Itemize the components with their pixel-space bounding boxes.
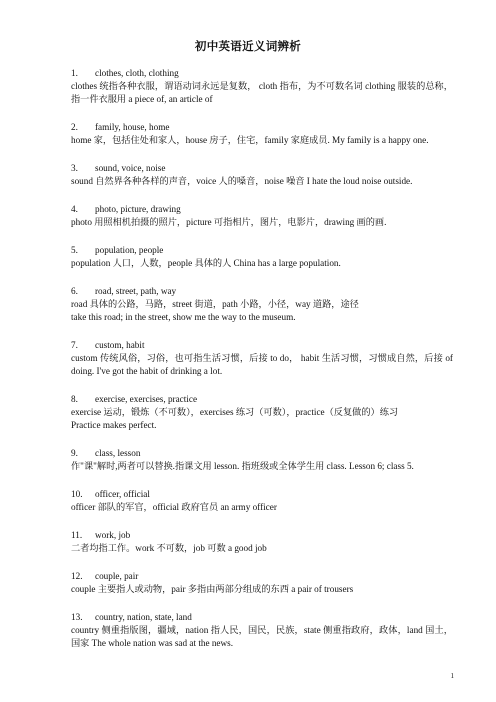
entry-words: photo, picture, drawing <box>95 204 181 215</box>
entry-words: work, job <box>95 530 131 541</box>
entry-number: 9. <box>71 447 78 458</box>
entry-explanation: take this road; in the street, show me the way to the museum. <box>71 311 296 322</box>
entry-explanation: road 具体的公路，马路，street 街道，path 小路，小径，way 道路，途径 <box>71 299 359 310</box>
entry-item <box>71 339 453 377</box>
entry-heading <box>71 244 453 257</box>
entry-heading <box>71 570 453 583</box>
entry-item <box>71 121 453 147</box>
entry-number: 3. <box>71 162 78 173</box>
entry-words: road, street, path, way <box>95 286 177 297</box>
entry-number: 10. <box>71 489 83 500</box>
entry-number: 2. <box>71 121 78 132</box>
entry-explanation: couple 主要指人或动物，pair 多指由两部分组成的东西 a pair of trousers <box>71 584 354 595</box>
entry-words: country, nation, state, land <box>95 612 192 623</box>
entry-number: 7. <box>71 340 78 351</box>
entry-number: 12. <box>71 571 83 582</box>
entry-explanation: exercise 运动，锻炼（不可数），exercises 练习（可数），practice（反复做的）练习 <box>71 406 399 417</box>
entry-explanation: population 人口，人数，people 具体的人 China has a large population. <box>71 257 341 268</box>
entry-number: 1. <box>71 68 78 78</box>
entry-words: officer, official <box>95 489 150 500</box>
entry-item <box>71 529 453 555</box>
entry-heading <box>71 529 453 542</box>
entry-words: class, lesson <box>95 447 141 458</box>
entry-item <box>71 393 453 431</box>
entry-explanation: 作"课"解时,两者可以替换.指课文用 lesson. 指班级或全体学生用 class. Lesson 6; class 5. <box>71 460 414 471</box>
entry-heading <box>71 121 453 134</box>
entry-explanation: clothes 统指各种衣服，谓语动词永远是复数， cloth 指布，为不可数名词 clothing 服装的总称，指一件衣服用 a piece of, an article of <box>71 80 453 104</box>
entry-explanation: 二者均指工作。work 不可数，job 可数 a good job <box>71 542 267 553</box>
entry-item <box>71 67 453 105</box>
entry-heading <box>71 67 453 80</box>
entry-words: exercise, exercises, practice <box>95 394 198 405</box>
entry-words: couple, pair <box>95 571 139 582</box>
entry-heading <box>71 162 453 175</box>
entry-number: 11. <box>71 530 83 541</box>
entry-explanation: officer 部队的军官，official 政府官员 an army officer <box>71 501 277 512</box>
entry-heading <box>71 611 453 624</box>
entry-explanation: Practice makes perfect. <box>71 419 157 430</box>
entry-number: 8. <box>71 394 78 405</box>
entry-item <box>71 285 453 323</box>
document-title: 初中英语近义词辨析 <box>194 41 302 53</box>
entry-words: custom, habit <box>95 340 145 351</box>
entry-item <box>71 488 453 514</box>
entry-explanation: sound 自然界各种各样的声音，voice 人的嗓音，noise 噪音 I hate the loud noise outside. <box>71 175 413 186</box>
entry-heading <box>71 393 453 406</box>
entry-item <box>71 244 453 270</box>
entry-number: 4. <box>71 204 78 215</box>
entry-item <box>71 162 453 188</box>
entry-words: population, people <box>95 245 164 256</box>
entry-heading <box>71 285 453 298</box>
entry-number: 13. <box>71 612 83 623</box>
entry-explanation: custom 传统风俗，习俗，也可指生活习惯，后接 to do， habit 生活习惯，习惯成自然，后接 of doing. I've got the habit of drinking a lot. <box>71 352 453 376</box>
entry-explanation: home 家，包括住处和家人，house 房子，住宅，family 家庭成员. My family is a happy one. <box>71 134 429 145</box>
entry-heading <box>71 339 453 352</box>
entry-item <box>71 447 453 473</box>
entry-number: 6. <box>71 286 78 297</box>
entry-words: sound, voice, noise <box>95 162 166 173</box>
entry-words: family, house, home <box>95 121 170 132</box>
entry-item <box>71 611 453 649</box>
entry-explanation: photo 用照相机拍摄的照片，picture 可指相片，图片，电影片，drawing 画的画. <box>71 216 387 227</box>
entry-list <box>71 67 453 665</box>
entry-heading <box>71 488 453 501</box>
entry-number: 5. <box>71 245 78 256</box>
entry-item <box>71 203 453 229</box>
entry-explanation: country 侧重指版图，疆域，nation 指人民，国民，民族，state 侧重指政府，政体，land 国土，国家 The whole nation was sad at the news. <box>71 625 453 648</box>
entry-words: clothes, cloth, clothing <box>95 68 179 78</box>
entry-heading <box>71 447 453 460</box>
entry-heading <box>71 203 453 216</box>
page-number: 1 <box>450 672 454 680</box>
entry-item <box>71 570 453 596</box>
